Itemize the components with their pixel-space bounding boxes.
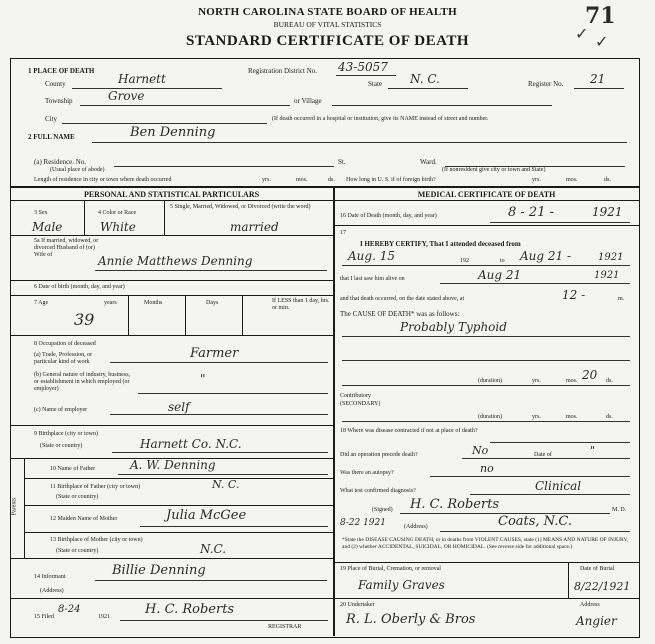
birthplace-state: (State or country) <box>40 443 83 449</box>
cause-label: The CAUSE OF DEATH* was as follows: <box>340 310 460 318</box>
how-long-label: How long in U. S. if of foreign birth? <box>346 177 436 183</box>
occupation-value: Farmer <box>190 346 239 361</box>
secondary-label: (SECONDARY) <box>340 401 381 407</box>
date-of-value: " <box>590 444 596 457</box>
register-value: 21 <box>590 72 606 86</box>
marital-label: 5 Single, Married, Widowed, or Divorced (write the word) <box>170 204 311 210</box>
residence-label: (a) Residence. No. <box>34 158 87 166</box>
burial-date-value: 8/22/1921 <box>574 580 631 593</box>
father-birthplace-label: 11 Birthplace of Father (city or town) <box>50 484 141 490</box>
undertaker-address-value: Angier <box>576 614 617 628</box>
stamp-number: 71 <box>585 3 616 29</box>
duration-yrs: yrs. <box>532 378 541 384</box>
how-long-mos: mos. <box>566 177 578 183</box>
full-name-value: Ben Denning <box>130 125 216 140</box>
father-label: 10 Name of Father <box>50 466 96 472</box>
register-label: Register No. <box>528 80 564 88</box>
registrar-signature: H. C. Roberts <box>145 602 235 617</box>
father-value: A. W. Denning <box>130 458 216 472</box>
operation-value: No <box>472 444 489 457</box>
mother-label: 12 Maiden Name of Mother <box>50 516 118 522</box>
length-label: Length of residence in city or town where death occurred <box>34 177 172 183</box>
birthplace-value: Harnett Co. N.C. <box>140 437 242 451</box>
informant-label: 14 Informant <box>34 574 66 580</box>
attended-to-yr: 1921 <box>598 252 624 263</box>
cause-footnote: *State the DISEASE CAUSING DEATH, or in deaths from VIOLENT CAUSES, state (1) MEANS AND NATURE OF INJURY, and (2) whether ACCIDENTAL, SUICIDAL, OR HOMICIDAL. (See reverse side for additional space.) <box>342 537 628 550</box>
st-label: St. <box>338 158 346 166</box>
death-year-value: 1921 <box>592 205 623 219</box>
medical-heading: MEDICAL CERTIFICATE OF DEATH <box>417 190 556 199</box>
test-question: What test confirmed diagnosis? <box>340 488 416 494</box>
contributory-label: Contributory <box>340 393 371 399</box>
duration2-label: (duration) <box>478 414 502 420</box>
color-label: 4 Color or Race <box>98 210 137 216</box>
city-label: City <box>45 115 58 123</box>
city-note: (If death occurred in a hospital or institution, give its NAME instead of street and number. <box>272 116 489 122</box>
ward-label: Ward. <box>420 158 437 166</box>
occupation-sub: (a) Trade, Profession, or particular kind of work <box>34 352 93 365</box>
reg-district-label: Registration District No. <box>248 67 318 75</box>
cause-value: Probably Typhoid <box>400 320 507 334</box>
attended-from-yr: 192 <box>460 258 469 264</box>
filed-year: 1921 <box>98 614 110 620</box>
full-name-label: 2 FULL NAME <box>28 133 75 141</box>
nonresident-note: (If nonresident give city or town and State) <box>442 167 546 173</box>
place-heading: 1 PLACE OF DEATH <box>28 67 95 75</box>
personal-heading: PERSONAL AND STATISTICAL PARTICULARS <box>83 190 260 199</box>
mother-birthplace-label: 13 Birthplace of Mother (city or town) <box>50 537 143 543</box>
spouse-value: Annie Matthews Denning <box>98 254 253 268</box>
days-label: Days <box>206 300 219 306</box>
burial-label: 19 Place of Burial, Cremation, or removal <box>340 566 441 572</box>
duration2-mos: mos. <box>566 414 578 420</box>
form-border <box>10 58 640 638</box>
birth-date-label: 6 Date of birth (month, day, and year) <box>34 284 125 290</box>
county-value: Harnett <box>118 72 166 86</box>
marital-value: married <box>230 220 279 234</box>
months-label: Months <box>144 300 163 306</box>
occupation-label: 8 Occupation of deceased <box>34 341 96 347</box>
duration-ds: ds. <box>606 378 613 384</box>
less-label: If LESS than 1 day, hrs. or min. <box>272 298 330 311</box>
reg-district-value: 43-5057 <box>338 60 388 74</box>
physician-address-label: (Address) <box>404 524 428 530</box>
industry-value: " <box>200 372 206 386</box>
death-hour-value: 12 - <box>562 288 586 302</box>
years-label: years <box>104 300 117 306</box>
village-label: or Village <box>294 97 322 105</box>
attended-to-value: Aug 21 - <box>520 249 572 263</box>
check-mark-icon: ✓ <box>575 26 589 43</box>
autopsy-value: no <box>480 462 494 475</box>
mother-birthplace-state: (State or country) <box>56 548 99 554</box>
registrar-label: REGISTRAR <box>268 624 302 630</box>
duration2-yrs: yrs. <box>532 414 541 420</box>
physician-address-value: Coats, N.C. <box>498 514 572 529</box>
state-value: N. C. <box>410 72 440 86</box>
duration-label: (duration) <box>478 378 502 384</box>
physician-signature: H. C. Roberts <box>410 497 500 512</box>
spouse-label: 5a If married, widowed, or divorced Husband of (or) Wife of <box>34 238 99 258</box>
certify-text: I HEREBY CERTIFY, That I attended deceased from <box>360 240 521 248</box>
last-saw-yr: 1921 <box>594 270 620 281</box>
burial-date-label: Date of Burial <box>580 566 615 572</box>
sex-value: Male <box>32 220 63 234</box>
last-saw-label: that I last saw him alive on <box>340 276 405 282</box>
employer-value: self <box>168 400 190 414</box>
undertaker-value: R. L. Oberly & Bros <box>346 612 476 627</box>
age-value: 39 <box>74 310 95 329</box>
length-ds: ds. <box>328 177 335 183</box>
length-mos: mos. <box>296 177 308 183</box>
duration-mos: mos. <box>566 378 578 384</box>
informant-value: Billie Denning <box>112 563 206 578</box>
filed-label: 15 Filed <box>34 614 54 620</box>
how-long-ds: ds. <box>604 177 611 183</box>
color-value: White <box>100 220 136 234</box>
bureau-heading: BUREAU OF VITAL STATISTICS <box>273 20 382 29</box>
test-value: Clinical <box>535 479 582 493</box>
mother-value: Julia McGee <box>166 508 247 523</box>
death-date-value: 8 - 21 - <box>508 205 554 220</box>
mother-birthplace-value: N.C. <box>200 542 227 556</box>
autopsy-question: Was there an autopsy? <box>340 470 394 476</box>
attended-from-value: Aug. 15 <box>348 249 395 263</box>
age-label: 7 Age <box>34 300 49 306</box>
how-long-yrs: yrs. <box>532 177 541 183</box>
parents-label: Parents <box>11 497 18 516</box>
duration2-ds: ds. <box>606 414 613 420</box>
burial-value: Family Graves <box>358 578 445 592</box>
usual-place: (Usual place of abode) <box>50 167 105 173</box>
county-label: County <box>45 80 66 88</box>
duration-value: 20 <box>582 368 598 382</box>
operation-question: Did an operation precede death? <box>340 452 418 458</box>
township-value: Grove <box>108 89 145 103</box>
contracted-question: 18 Where was disease contracted if not at place of death? <box>340 428 478 434</box>
death-hour-m: m. <box>618 296 625 302</box>
industry-label: (b) General nature of industry, business, or establishment in which employed (or employer) <box>34 372 131 392</box>
to-label: to <box>500 258 505 264</box>
township-label: Township <box>45 97 73 105</box>
undertaker-address-label: Address <box>580 602 600 608</box>
last-saw-value: Aug 21 <box>478 268 522 282</box>
sex-label: 3 Sex <box>34 210 48 216</box>
employer-label: (c) Name of employer <box>34 407 88 413</box>
signed-label: (Signed) <box>372 507 393 513</box>
death-date-label: 16 Date of Death (month, day, and year) <box>340 213 437 219</box>
father-birthplace-state: (State or country) <box>56 494 99 500</box>
item-17: 17 <box>340 230 346 236</box>
informant-address-label: (Address) <box>40 588 64 594</box>
board-heading: NORTH CAROLINA STATE BOARD OF HEALTH <box>198 6 457 18</box>
check-mark-icon-2: ✓ <box>595 34 609 51</box>
sign-date: 8-22 1921 <box>340 518 386 528</box>
father-birthplace-value: N. C. <box>212 478 240 491</box>
md-label: M. D. <box>612 507 627 513</box>
filed-date: 8-24 <box>58 604 81 615</box>
state-label: State <box>368 80 382 88</box>
date-of-label: Date of <box>534 452 552 458</box>
undertaker-label: 20 Undertaker <box>340 602 375 608</box>
birthplace-label: 9 Birthplace (city or town) <box>34 431 98 437</box>
certificate-title: STANDARD CERTIFICATE OF DEATH <box>185 33 470 49</box>
length-yrs: yrs. <box>262 177 271 183</box>
death-occurred-label: and that death occurred, on the date stated above, at <box>340 296 465 302</box>
